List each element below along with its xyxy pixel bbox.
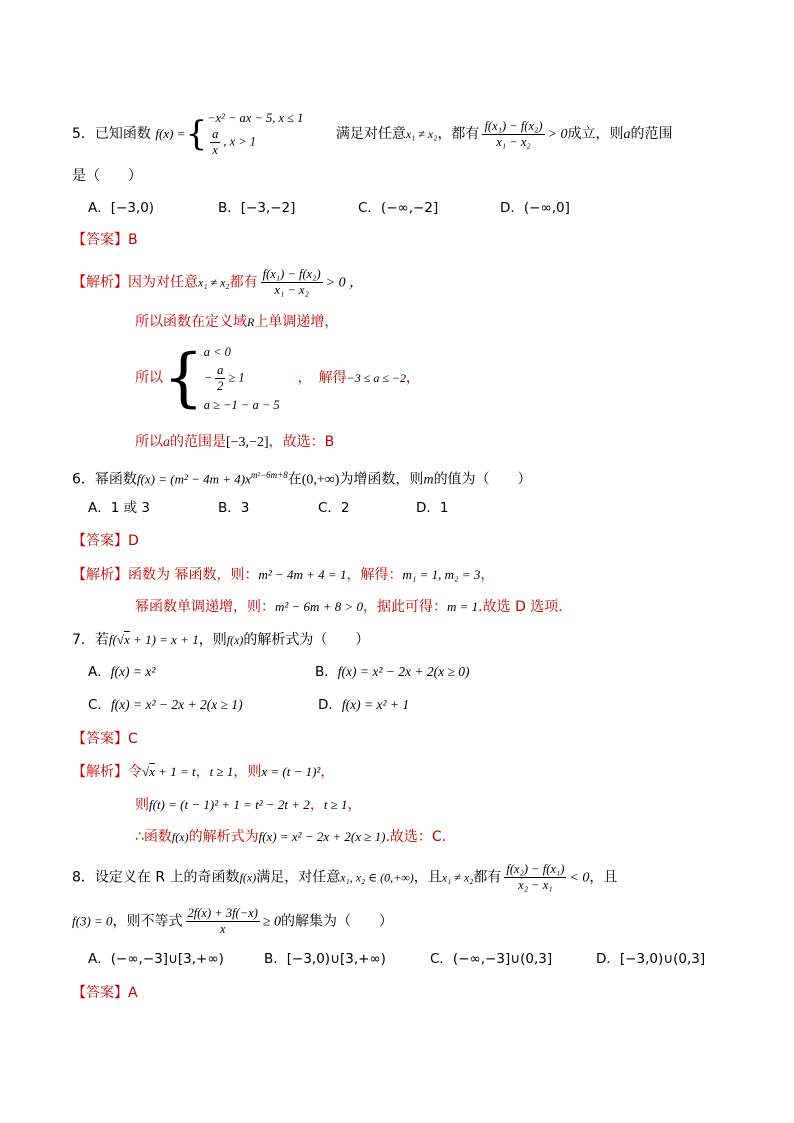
q6-option-d: D．1 — [416, 500, 449, 516]
q5-option-c: C．(−∞,−2] — [358, 200, 439, 216]
q7-option-a: A．f(x) = x² — [88, 664, 156, 680]
q5-analysis-line3: 所以{ a < 0 − $\frac{a}{2}$ ≥ 1 a ≥ −1 − a − 5 ， 解得−3 ≤ a ≤ −2， — [135, 341, 421, 415]
q7-option-b: B．f(x) = x² − 2x + 2(x ≥ 0) — [315, 664, 470, 680]
q5-stem-cont: 是（ ） — [72, 168, 142, 184]
q5-option-a: A．[−3,0) — [88, 200, 155, 216]
q7-analysis-line2: 则f(t) = (t − 1)² + 1 = t² − 2t + 2，t ≥ 1， — [135, 797, 362, 813]
q8-option-d: D．[−3,0)∪(0,3] — [596, 951, 706, 967]
q7-option-c: C．f(x) = x² − 2x + 2(x ≥ 1) — [88, 697, 243, 713]
q8-number: 8． — [72, 869, 95, 886]
q5-piecewise: −x² − ax − 5, x ≤ 1 $\frac{a}{x}$ , x > 1 — [207, 111, 304, 157]
q7-number: 7． — [72, 632, 95, 648]
q8-stem-cont: f(3) = 0，则不等式 $\frac{2f(x) + 3f(-x)}{x}$ ≥ 0的解集为（ ） — [72, 906, 394, 936]
q6-option-b: B．3 — [218, 500, 250, 516]
q8-option-b: B．[−3,0)∪[3,+∞) — [264, 951, 386, 967]
q5-analysis-line1: 【解析】因为对任意x₁ ≠ x₂都有 $\frac{\text{f(x₁) − f(x₂)}}{\text{x₁ − x₂}}$ > 0 ， — [72, 267, 364, 297]
q5-answer: 【答案】B — [72, 232, 138, 248]
q5-option-b: B．[−3,−2] — [218, 200, 296, 216]
q6-analysis-line2: 幂函数单调递增，则：m² − 6m + 8 > 0，据此可得：m = 1.故选 D 选项. — [135, 599, 563, 615]
q6-option-c: C．2 — [318, 500, 350, 516]
q5-option-d: D．(−∞,0] — [500, 200, 570, 216]
q5-fraction: $\frac{\text{f(x₁) − f(x₂)}}{\text{x₁ − x₂}}$ — [484, 118, 543, 149]
q8-fraction: $\frac{\text{f(x₂) − f(x₁)}}{\text{x₂ − x₁}}$ — [506, 862, 565, 892]
q7-analysis-line3: ∴函数f(x)的解析式为f(x) = x² − 2x + 2(x ≥ 1).故选：C. — [135, 829, 447, 845]
q5-system: a < 0 − $\frac{a}{2}$ ≥ 1 a ≥ −1 − a − 5 — [203, 344, 280, 412]
q8-option-a: A．(−∞,−3]∪[3,+∞) — [88, 951, 224, 967]
q6-number: 6． — [72, 471, 95, 488]
q7-analysis-line1: 【解析】令√x + 1 = t，t ≥ 1，则x = (t − 1)²， — [72, 764, 335, 780]
q7-answer: 【答案】C — [72, 731, 138, 747]
q7-stem: 7．若f(√x + 1) = x + 1，则f(x)的解析式为（ ） — [72, 632, 370, 648]
q6-analysis-line1: 【解析】函数为 幂函数，则：m² − 4m + 4 = 1，解得：m₁ = 1, m₂ = 3， — [72, 567, 495, 583]
q8-answer: 【答案】A — [72, 985, 138, 1001]
q8-option-c: C．(−∞,−3]∪(0,3] — [430, 951, 553, 967]
q5-analysis-line4: 所以a的范围是[−3,−2]，故选：B — [135, 434, 335, 450]
q6-option-a: A．1 或 3 — [88, 500, 150, 516]
q7-option-d: D．f(x) = x² + 1 — [318, 697, 410, 713]
q5-stem: 5．已知函数 f(x) ={ −x² − ax − 5, x ≤ 1 $\frac{a}{x}$ , x > 1 满足对任意x₁ ≠ x₂，都有 $\frac{\text{f(x₁) − f(x₂)}}{\text{x₁ − x₂}}$ > 0成立，则a的范围 — [72, 111, 673, 157]
q5-number: 5． — [72, 126, 95, 142]
q8-stem: 8．设定义在 R 上的奇函数f(x)满足，对任意x₁, x₂ ∈ (0,+∞)，且x₁ ≠ x₂都有 $\frac{\text{f(x₂) − f(x₁)}}{\text{x₂ − x₁}}$ < 0，且 — [72, 862, 618, 892]
q6-stem: 6．幂函数$f(x) = (m^2 - 4m + 4)x^{m^2-6m+8}$在(0,+∞)为增函数，则m的值为（ ） — [72, 470, 532, 488]
q6-answer: 【答案】D — [72, 533, 139, 549]
q8-fraction-2: $\frac{2f(x) + 3f(-x)}{x}$ — [187, 906, 258, 936]
q5-analysis-line2: 所以函数在定义域R上单调递增， — [135, 314, 339, 330]
